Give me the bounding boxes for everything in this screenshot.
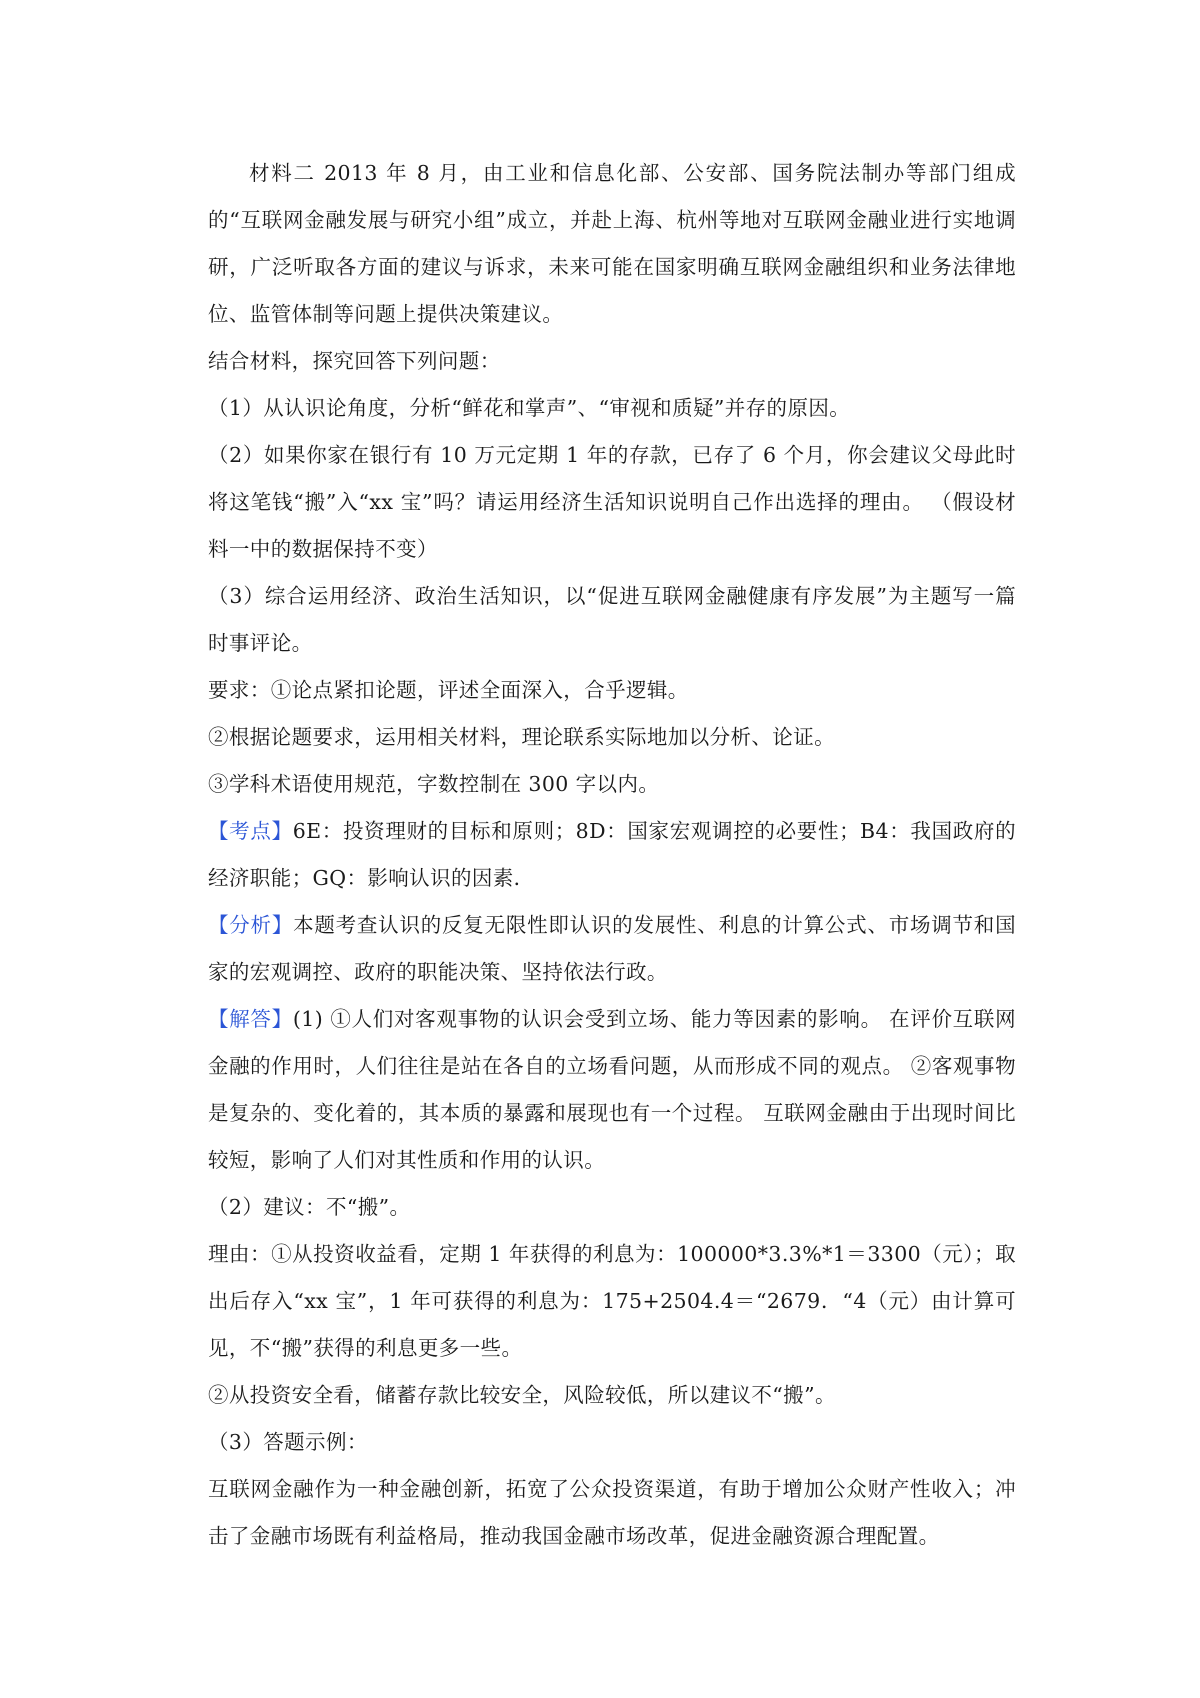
document-body [208,150,1016,1560]
answer-2-title: （2）建议：不“搬”。 [208,1195,411,1219]
question-2: （2）如果你家在银行有 10 万元定期 1 年的存款，已存了 6 个月，你会建议父母此时将这笔钱“搬”入“xx 宝”吗？请运用经济生活知识说明自己作出选择的理由。 （假设材料一中的数据保持不变） [208,443,1016,561]
kaodian-text: 6E：投资理财的目标和原则；8D：国家宏观调控的必要性；B4：我国政府的经济职能；GQ：影响认识的因素． [208,819,1016,890]
fenxi-section [208,902,1016,996]
answer-3-text: 互联网金融作为一种金融创新，拓宽了公众投资渠道，有助于增加公众财产性收入；冲击了金融市场既有利益格局，推动我国金融市场改革，促进金融资源合理配置。 [208,1477,1016,1548]
question-3: （3）综合运用经济、政治生活知识，以“促进互联网金融健康有序发展”为主题写一篇时事评论。 [208,584,1016,655]
jieda-label: 【解答】 [208,1007,293,1031]
jieda-text: (1) ①人们对客观事物的认识会受到立场、能力等因素的影响。 在评价互联网金融的作用时，人们往往是站在各自的立场看问题，从而形成不同的观点。 ②客观事物是复杂的、变化着的，其本质的暴露和展现也有一个过程。 互联网金融由于出现时间比较短，影响了人们对其性质和作用的认识。 [208,1007,1016,1172]
requirement-1: 要求：①论点紧扣论题，评述全面深入，合乎逻辑。 [208,678,689,702]
requirement-2: ②根据论题要求，运用相关材料，理论联系实际地加以分析、论证。 [208,725,835,749]
material-two-paragraph: 材料二 2013 年 8 月，由工业和信息化部、公安部、国务院法制办等部门组成的“互联网金融发展与研究小组”成立，并赴上海、杭州等地对互联网金融业进行实地调研，广泛听取各方面的建议与诉求，未来可能在国家明确互联网金融组织和业务法律地位、监管体制等问题上提供决策建议。 [208,161,1016,326]
jieda-section [208,996,1016,1184]
kaodian-section [208,808,1016,902]
answer-3-title: （3）答题示例： [208,1430,368,1454]
question-1: （1）从认识论角度，分析“鲜花和掌声”、“审视和质疑”并存的原因。 [208,396,851,420]
kaodian-label: 【考点】 [208,819,293,843]
fenxi-text: 本题考查认识的反复无限性即认识的发展性、利息的计算公式、市场调节和国家的宏观调控、政府的职能决策、坚持依法行政。 [208,913,1016,984]
answer-2-reason: 理由：①从投资收益看，定期 1 年获得的利息为：100000*3.3%*1＝3300（元）；取出后存入“xx 宝”，1 年可获得的利息为：175+2504.4＝“2679．“4（元）由计算可见，不“搬”获得的利息更多一些。 [208,1242,1016,1360]
answer-2-safety: ②从投资安全看，储蓄存款比较安全，风险较低，所以建议不“搬”。 [208,1383,836,1407]
instruction-line: 结合材料，探究回答下列问题： [208,349,501,373]
fenxi-label: 【分析】 [208,913,294,937]
requirement-3: ③学科术语使用规范，字数控制在 300 字以内。 [208,772,660,796]
